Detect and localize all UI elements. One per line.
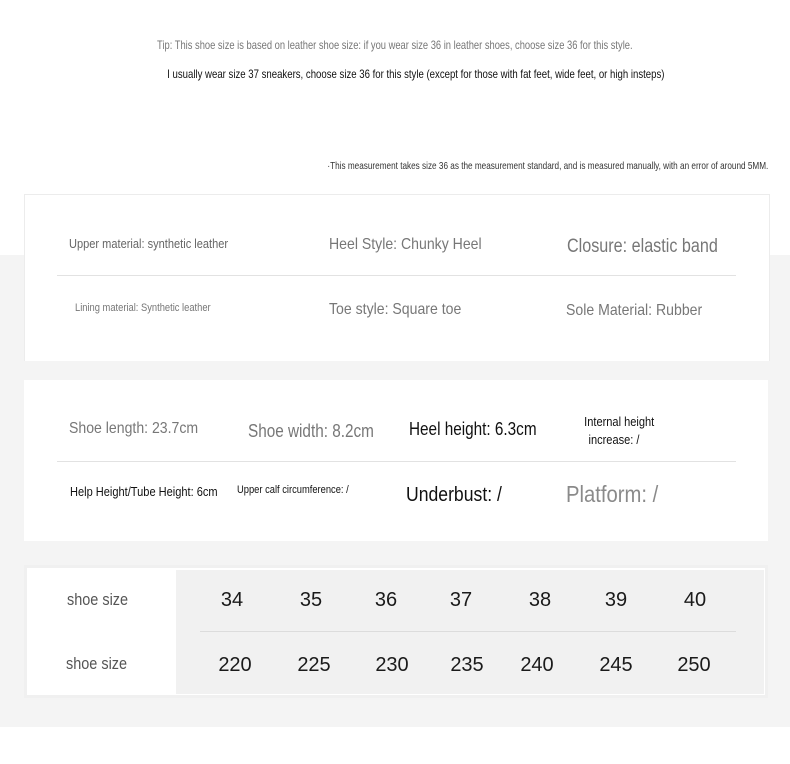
size-row-1-header [67, 590, 139, 610]
lining-material-text: Lining material: Synthetic leather [75, 302, 211, 314]
size-cell: 34 [220, 589, 244, 611]
size-cell: 40 [683, 589, 707, 611]
shoe-width-text: Shoe width: 8.2cm [248, 421, 374, 441]
measurement-note-text: ·This measurement takes size 36 as the measurement standard, and is measured manually, with an error of around 5MM. [327, 160, 768, 172]
size-cell: 38 [528, 589, 552, 611]
size-cell: 39 [604, 589, 628, 611]
size-cell: 36 [374, 589, 398, 611]
platform-text: Platform: / [566, 481, 659, 507]
platform-label [566, 481, 671, 508]
underbust-text: Underbust: / [406, 484, 502, 506]
internal-height-label [578, 413, 655, 449]
lining-material-label [75, 302, 235, 314]
size-row-2-header-text: shoe size [66, 654, 128, 673]
shoe-width-label [248, 421, 396, 442]
size-cell: 240 [520, 654, 554, 676]
size-row-2-header [66, 654, 138, 674]
internal-height-line-2: increase: / [588, 432, 640, 447]
toe-style-label [329, 301, 479, 319]
upper-material-text: Upper material: synthetic leather [69, 236, 229, 251]
underbust-label [406, 484, 515, 507]
shoe-length-label [69, 420, 216, 438]
size-cell: 250 [677, 654, 711, 676]
size-cell: 35 [299, 589, 323, 611]
sole-material-text: Sole Material: Rubber [566, 302, 703, 319]
tip-line-1 [0, 38, 790, 52]
size-row-1-header-text: shoe size [67, 590, 129, 609]
measurements-divider [57, 461, 736, 462]
size-cell: 220 [218, 654, 252, 676]
shoe-length-text: Shoe length: 23.7cm [69, 420, 199, 437]
closure-text: Closure: elastic band [567, 236, 718, 257]
internal-height-line-1: Internal height [584, 414, 655, 429]
heel-style-text: Heel Style: Chunky Heel [329, 236, 482, 253]
tip-line-1-text: Tip: This shoe size is based on leather shoe size: if you wear size 36 in leather shoes, choose size 36 for this style. [157, 38, 633, 52]
tip-line-2 [0, 67, 790, 81]
size-cell: 225 [297, 654, 331, 676]
heel-height-text: Heel height: 6.3cm [409, 419, 537, 439]
help-height-text: Help Height/Tube Height: 6cm [70, 484, 218, 499]
calf-circumference-label [237, 484, 368, 496]
size-cell: 245 [599, 654, 633, 676]
toe-style-text: Toe style: Square toe [329, 301, 462, 318]
size-cell: 235 [450, 654, 484, 676]
size-cell: 230 [375, 654, 409, 676]
measurement-note [203, 160, 768, 172]
help-height-label [70, 484, 244, 499]
heel-height-label [409, 419, 559, 440]
tip-line-2-text: I usually wear size 37 sneakers, choose size 36 for this style (except for those with fat feet, wide feet, or high insteps) [167, 67, 665, 81]
heel-style-label [329, 236, 502, 254]
upper-material-label [69, 236, 256, 251]
sole-material-label [566, 302, 721, 320]
materials-divider [57, 275, 736, 276]
closure-label [567, 236, 744, 258]
calf-circumference-text: Upper calf circumference: / [237, 484, 349, 496]
size-table-divider [200, 631, 736, 632]
materials-card [24, 194, 770, 361]
size-cell: 37 [449, 589, 473, 611]
